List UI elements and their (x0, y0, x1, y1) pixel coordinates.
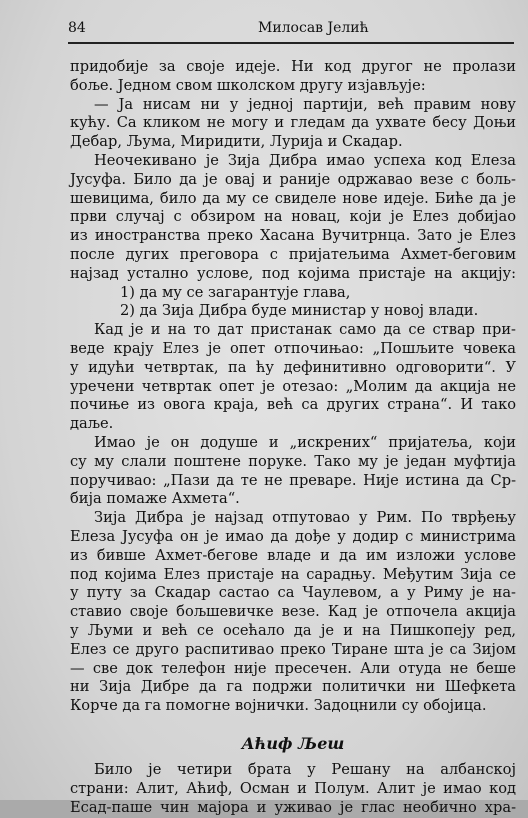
text-line: Имао је он додуше и „искрених“ пријатеља, који (94, 433, 516, 451)
text-line: Елеза Јусуфа он је имао да дође у додир с министрима (70, 527, 516, 545)
text-line: Неочекивано је Зија Дибра имао успеха код Елеза (94, 151, 516, 169)
text-line: — све док телефон није пресечен. Али отуда не беше (70, 659, 516, 677)
text-line: из иностранства преко Хасана Вучитрнца. Зато је Елез (70, 227, 516, 245)
page-number: 84 (68, 20, 86, 36)
text-line: кућу. Са кликом не могу и гледам да ухвате бесу Доњи (70, 114, 516, 132)
text-line: бија помаже Ахмета“. (70, 490, 240, 508)
text-line: 1) да му се загарантује глава, (120, 283, 351, 301)
text-line: најзад устално услове, под којима пристаје на акцију: (70, 264, 516, 282)
text-line: у Љуми и већ се осећало да је и на Пишкопеју ред, (70, 621, 516, 639)
text-line: Јусуфа. Било да је овај и раније одржавао везе с боль- (70, 170, 516, 188)
text-line: уречени четвртак опет је отезао: „Молим да акција не (70, 377, 516, 395)
text-line: поручивао: „Пази да те не преваре. Није истина да Ср- (70, 471, 516, 489)
text-line: у путу за Скадар састао са Чаулевом, а у Риму је на- (70, 584, 516, 602)
section-heading: Аћиф Љеш (241, 733, 345, 753)
section-gap (70, 716, 516, 735)
text-line: страни: Алит, Аћиф, Осман и Полум. Алит је имао код (70, 780, 516, 798)
text-line: после дугих преговора с пријатељима Ахмет-беговим (70, 245, 516, 263)
text-line: Корче да га помогне војнички. Задоцнили су обојица. (70, 697, 487, 715)
text-line: први случај с обзиром на новац, који је Елез добијао (70, 208, 516, 226)
running-head: Милосав Јелић (258, 20, 369, 36)
text-line: под којима Елез пристаје на сарадњу. Међутим Зија се (70, 565, 516, 583)
body-text (70, 58, 516, 818)
text-line: — Ја нисам ни у једној партији, већ правим нову (94, 95, 516, 113)
text-line: Дебар, Љума, Миридити, Лурија и Скадар. (70, 133, 403, 151)
text-line: у идући четвртак, па ћу дефинитивно одговорити“. У (70, 358, 516, 376)
text-line: шевицима, било да му се свиделе нове идеје. Биће да је (70, 189, 516, 207)
text-line: боље. Једном свом школском другу изјављује: (70, 76, 426, 94)
text-line: су му слали поштене поруке. Тако му је један муфтија (70, 452, 516, 470)
text-line: веде крају Елез је опет отпочињао: „Пошљите човека (70, 339, 516, 357)
text-line: Елез се друго распитивао преко Тиране шта је са Зијом (70, 640, 516, 658)
page-header (68, 18, 514, 44)
text-line: почиње из овога краја, већ са других страна“. И тако (70, 396, 516, 414)
text-line: ставио своје бољшевичке везе. Кад је отпочела акција (70, 603, 516, 621)
text-line: придобије за своје идеје. Ни код другог не пролази (70, 58, 516, 75)
text-line: 2) да Зија Дибра буде министар у новој влади. (120, 302, 479, 320)
text-line: Есад-паше чин мајора и уживао је глас необично хра- (70, 799, 516, 817)
text-line: Било је четири брата у Решану на албанској (94, 761, 516, 779)
text-line: ни Зија Дибре да га подржи политички ни Шефкета (70, 678, 516, 696)
text-line: из бивше Ахмет-бегове владе и да им изложи услове (70, 546, 516, 564)
text-line: Кад је и на то дат пристанак само да се ствар при- (94, 321, 516, 339)
text-line: Зија Дибра је најзад отпутовао у Рим. По тврђењу (94, 509, 516, 527)
section-gap (70, 753, 516, 761)
text-line: даље. (70, 415, 114, 433)
